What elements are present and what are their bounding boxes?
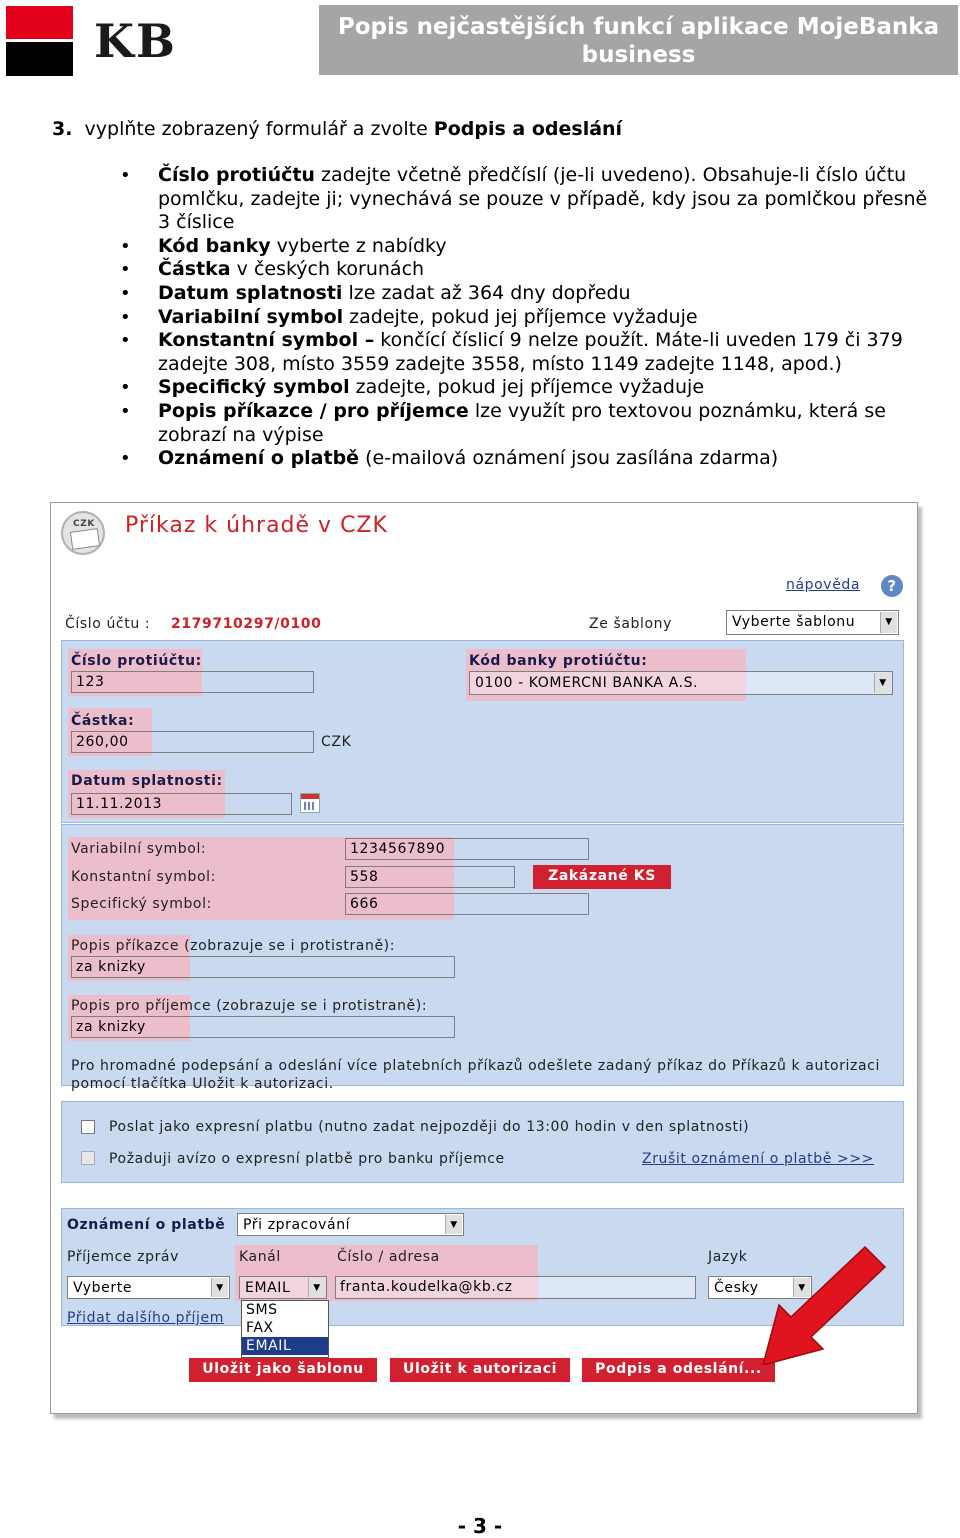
bank-code-label: Kód banky protiúčtu:	[469, 653, 648, 669]
item-text: zadejte, pokud jej příjemce vyžaduje	[343, 305, 698, 328]
channel-option-sms[interactable]: SMS	[246, 1302, 278, 1318]
recipient-select[interactable]	[67, 1276, 230, 1299]
account-number: 2179710297/0100	[171, 616, 322, 632]
list-item	[118, 258, 938, 282]
list-item	[118, 235, 938, 259]
logo-divider	[6, 39, 73, 42]
item-bold: Variabilní symbol	[158, 305, 344, 328]
red-arrow-icon	[751, 1245, 901, 1365]
notice-select[interactable]	[237, 1213, 464, 1236]
kb-logo	[6, 6, 194, 76]
step-number: 3.	[52, 118, 73, 140]
advice-checkbox[interactable]	[81, 1151, 95, 1165]
chevron-down-icon: ▼	[445, 1215, 462, 1234]
counter-account-value: 123	[76, 674, 105, 690]
address-value: franta.koudelka@kb.cz	[340, 1279, 513, 1295]
item-text: v českých korunách	[230, 258, 425, 281]
sign-and-send-button[interactable]: Podpis a odeslání...	[582, 1358, 775, 1382]
amount-label: Částka:	[71, 713, 135, 729]
list-item	[118, 306, 938, 330]
payee-desc-input[interactable]	[71, 1016, 455, 1038]
bank-code-value: 0100 - KOMERCNI BANKA A.S.	[475, 675, 699, 691]
counter-account-input[interactable]	[71, 671, 314, 693]
chevron-down-icon: ▼	[308, 1278, 325, 1297]
list-item	[118, 329, 938, 376]
step-text: vyplňte zobrazený formulář a zvolte	[84, 118, 434, 140]
language-label: Jazyk	[708, 1249, 748, 1265]
due-date-label: Datum splatnosti:	[71, 773, 223, 789]
payee-desc-label: Popis pro příjemce (zobrazuje se i protistraně):	[71, 998, 428, 1014]
help-icon[interactable]: ?	[881, 575, 903, 597]
item-bold: Konstantní symbol –	[158, 329, 375, 352]
ss-input[interactable]	[345, 893, 589, 915]
recipient-label: Příjemce zpráv	[67, 1249, 179, 1265]
ss-value: 666	[350, 896, 379, 912]
due-date-input[interactable]	[71, 793, 292, 815]
item-bold: Oznámení o platbě	[158, 447, 360, 470]
save-template-button[interactable]: Uložit jako šablonu	[189, 1358, 377, 1382]
ks-value: 558	[350, 869, 379, 885]
template-select[interactable]	[726, 610, 899, 635]
ks-input[interactable]	[345, 866, 515, 888]
notice-value: Při zpracování	[243, 1217, 351, 1233]
save-authorization-button[interactable]: Uložit k autorizaci	[390, 1358, 570, 1382]
amount-value: 260,00	[76, 734, 129, 750]
logo-red-square	[6, 6, 73, 40]
item-text: končící číslicí 9 nelze použít. Máte-li uveden 179 či 379 zadejte 308, místo 3559 zadejte 3558, místo 1149 zadejte 1148, apod.)	[158, 329, 903, 375]
cancel-notice-link[interactable]: Zrušit oznámení o platbě >>>	[642, 1151, 874, 1167]
form-title: Příkaz k úhradě v CZK	[125, 513, 388, 538]
payment-form-screenshot	[50, 502, 918, 1414]
page-number: - 3 -	[457, 1514, 503, 1538]
channel-label: Kanál	[239, 1249, 281, 1265]
advice-label: Požaduji avízo o expresní platbě pro banku příjemce	[109, 1151, 505, 1167]
chevron-down-icon: ▼	[211, 1278, 228, 1297]
chevron-down-icon: ▼	[880, 612, 897, 633]
express-checkbox[interactable]	[81, 1120, 95, 1134]
vs-input[interactable]	[345, 838, 589, 860]
instruction-list	[118, 164, 938, 471]
calendar-icon[interactable]	[300, 793, 320, 813]
address-label: Číslo / adresa	[337, 1249, 440, 1265]
icon-label: CZK	[73, 519, 95, 529]
template-select-value: Vyberte šablonu	[732, 614, 856, 630]
item-bold: Částka	[158, 258, 231, 281]
item-text: zadejte, pokud jej příjemce vyžaduje	[349, 376, 705, 399]
currency-label: CZK	[321, 734, 352, 750]
authorization-info-text: Pro hromadné podepsání a odeslání více platebních příkazů odešlete zadaný příkaz do Příkazů k autorizaci pomocí tlačítka Uložit k autorizaci.	[71, 1058, 880, 1092]
account-label: Číslo účtu :	[65, 616, 151, 632]
step-instruction	[52, 118, 622, 140]
item-bold: Specifický symbol	[158, 376, 350, 399]
logo-text: KB	[94, 14, 177, 68]
list-item	[118, 282, 938, 306]
recipient-value: Vyberte	[73, 1280, 133, 1296]
payer-desc-input[interactable]	[71, 956, 455, 978]
chevron-down-icon: ▼	[793, 1278, 810, 1297]
item-bold: Popis příkazce / pro příjemce	[158, 399, 469, 422]
vs-label: Variabilní symbol:	[71, 841, 207, 857]
item-bold: Datum splatnosti	[158, 281, 343, 304]
vs-value: 1234567890	[350, 841, 446, 857]
counter-account-label: Číslo protiúčtu:	[71, 653, 202, 669]
help-link[interactable]: nápověda	[786, 577, 861, 593]
item-text: vyberte z nabídky	[270, 234, 447, 257]
channel-option-email[interactable]: EMAIL	[242, 1337, 328, 1355]
channel-select[interactable]	[239, 1276, 327, 1299]
item-text: lze využít pro textovou poznámku, která se zobrazí na výpise	[158, 399, 886, 446]
channel-dropdown-list	[241, 1300, 329, 1358]
express-panel	[61, 1101, 904, 1183]
ks-label: Konstantní symbol:	[71, 869, 216, 885]
step-bold: Podpis a odeslání	[433, 118, 623, 140]
list-item	[118, 376, 938, 400]
forbidden-ks-button[interactable]: Zakázané KS	[533, 865, 671, 889]
address-input[interactable]	[335, 1276, 696, 1299]
list-item	[118, 164, 938, 235]
express-label: Poslat jako expresní platbu (nutno zadat nejpozději do 13:00 hodin v den splatnosti)	[109, 1119, 750, 1135]
due-date-value: 11.11.2013	[76, 796, 163, 812]
logo-black-square	[6, 40, 73, 76]
chevron-down-icon: ▼	[874, 673, 891, 693]
item-text: lze zadat až 364 dny dopředu	[342, 281, 631, 304]
bank-code-select[interactable]	[469, 671, 893, 695]
payee-desc-value: za knizky	[76, 1019, 146, 1035]
language-value: Česky	[714, 1280, 759, 1296]
channel-value: EMAIL	[245, 1280, 291, 1296]
ss-label: Specifický symbol:	[71, 896, 212, 912]
amount-input[interactable]	[71, 731, 314, 753]
payer-desc-label: Popis příkazce (zobrazuje se i protistraně):	[71, 938, 396, 954]
add-recipient-link[interactable]: Přidat dalšího příjem	[67, 1310, 224, 1326]
payment-order-icon	[61, 511, 105, 555]
notice-label: Oznámení o platbě	[67, 1217, 226, 1233]
channel-option-fax[interactable]: FAX	[246, 1320, 274, 1336]
document-header-title: Popis nejčastějších funkcí aplikace MojeBanka business	[319, 5, 958, 75]
item-bold: Kód banky	[158, 234, 271, 257]
item-text: (e-mailová oznámení jsou zasílána zdarma)	[359, 447, 779, 470]
template-label: Ze šablony	[589, 616, 673, 632]
item-bold: Číslo protiúčtu	[158, 164, 315, 186]
list-item	[118, 447, 938, 471]
payer-desc-value: za knizky	[76, 959, 146, 975]
item-text: zadejte včetně předčíslí (je-li uvedeno). Obsahuje-li číslo účtu pomlčku, zadejte ji; vynechává se pouze v případě, kdy jsou za pomlčkou přesně 3 číslice	[158, 164, 928, 234]
list-item	[118, 400, 938, 447]
